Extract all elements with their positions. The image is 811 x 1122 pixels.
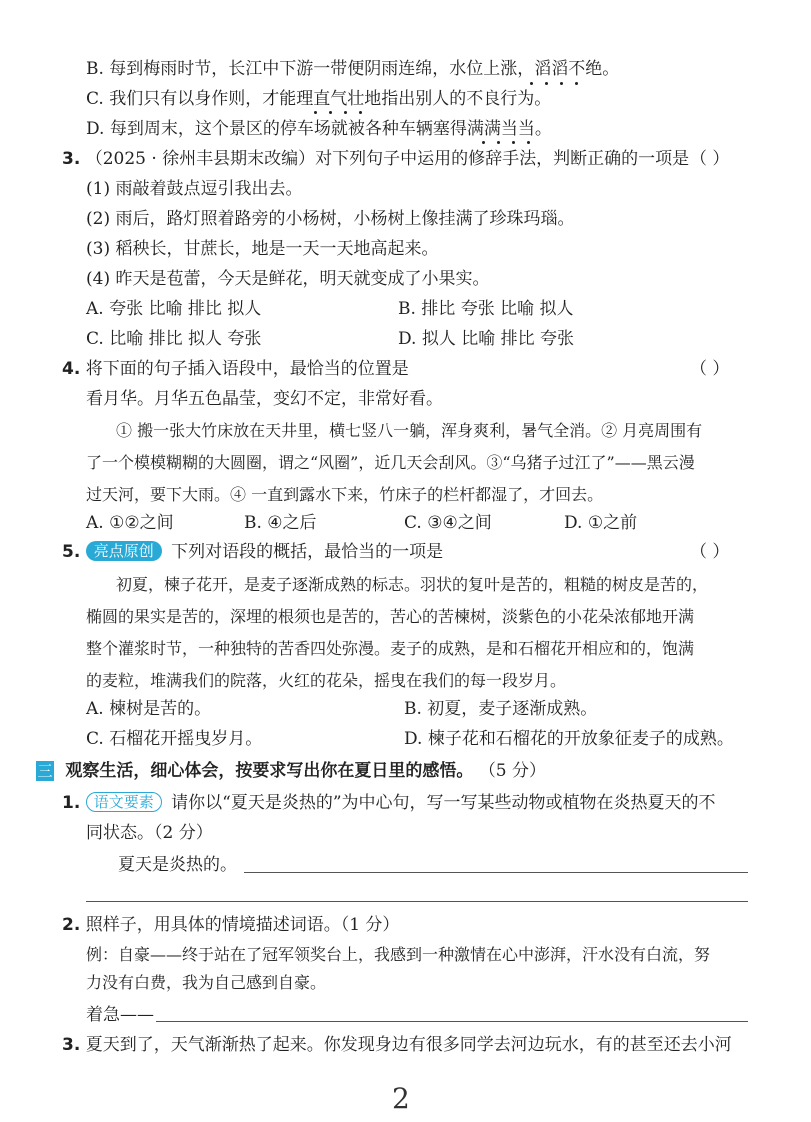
s3q1-stem-text: 请你以“夏天是炎热的”为中心句，写一写某些动物或植物在炎热夏天的不: [171, 793, 716, 813]
q5-number: 5.: [62, 542, 81, 562]
q5-stem: [62, 541, 443, 563]
s3q1-start-sentence: 夏天是炎热的。: [118, 855, 237, 875]
q3-option-a: A. 夸张 比喻 排比 拟人: [86, 299, 262, 319]
q4-stem: [62, 358, 409, 380]
q3-answer-blank[interactable]: （ ）: [690, 149, 730, 169]
q4-passage-line: 过天河，要下大雨。④ 一直到露水下来，竹床子的栏杆都湿了，才回去。: [86, 485, 604, 504]
q4-passage-line: ① 搬一张大竹床放在天井里，横七竖八一躺，浑身爽利，暑气全消。② 月亮周围有: [116, 421, 703, 440]
q3-sentence-1: (1) 雨敲着鼓点逗引我出去。: [86, 179, 303, 199]
s3q2-example-line: 例：自豪——终于站在了冠军领奖台上，我感到一种激情在心中澎湃，汗水没有白流，努: [86, 945, 711, 964]
s3q2-example-line: 力没有白费，我为自己感到自豪。: [86, 973, 327, 992]
s3q3-stem-text: 夏天到了，天气渐渐热了起来。你发现身边有很多同学去河边玩水，有的甚至还去小河: [85, 1035, 732, 1055]
s3q1-stem: [62, 792, 716, 814]
s3q3-number: 3.: [62, 1035, 81, 1055]
q5-passage-line: 初夏，楝子花开，是麦子逐渐成熟的标志。羽状的复叶是苦的，粗糙的树皮是苦的，: [116, 575, 709, 594]
q4-number: 4.: [62, 359, 81, 379]
emphasis-dots: [482, 141, 530, 144]
s3q2-number: 2.: [62, 915, 81, 935]
s3q1-number: 1.: [62, 793, 81, 813]
q5-stem-text: 下列对语段的概括，最恰当的一项是: [171, 542, 444, 562]
emphasis-dots: [530, 82, 578, 85]
section-3-heading: [36, 760, 546, 782]
q4-answer-blank[interactable]: （ ）: [690, 359, 730, 379]
answer-line[interactable]: [156, 1021, 748, 1022]
q5-option-c: C. 石榴花开摇曳岁月。: [86, 729, 263, 749]
q2-option-c: C. 我们只有以身作则，才能理直气壮地指出别人的不良行为。: [86, 89, 552, 109]
q5-option-d: D. 楝子花和石榴花的开放象征麦子的成熟。: [404, 729, 734, 749]
q4-option-b: B. ④之后: [244, 513, 317, 533]
s3q1-stem-continued: 同状态。（2 分）: [86, 823, 213, 843]
q5-option-a: A. 楝树是苦的。: [86, 699, 212, 719]
s3q2-stem-text: 照样子，用具体的情境描述词语。（1 分）: [85, 915, 400, 935]
s3q3-stem: [62, 1034, 732, 1056]
q5-answer-blank[interactable]: （ ）: [690, 542, 730, 562]
q3-stem: [62, 148, 689, 170]
answer-line[interactable]: [86, 901, 748, 902]
q3-option-d: D. 拟人 比喻 排比 夸张: [398, 329, 575, 349]
q2-option-b: B. 每到梅雨时节，长江中下游一带便阴雨连绵，水位上涨，滔滔不绝。: [86, 59, 620, 79]
section-3-title: 观察生活，细心体会，按要求写出你在夏日里的感悟。: [65, 761, 474, 781]
s3q2-word: 着急——: [86, 1005, 154, 1025]
q4-option-d: D. ①之前: [564, 513, 638, 533]
answer-line[interactable]: [244, 872, 748, 873]
q4-passage-line: 了一个模模糊糊的大圆圈，谓之“风圈”，近几天会刮风。③“乌猪子过江了”——黑云漫: [86, 453, 695, 472]
q5-option-b: B. 初夏，麦子逐渐成熟。: [404, 699, 598, 719]
highlight-original-badge: 亮点原创: [86, 541, 162, 561]
q2-option-d: D. 每到周末，这个景区的停车场就被各种车辆塞得满满当当。: [86, 119, 552, 139]
q4-stem-text: 将下面的句子插入语段中，最恰当的位置是: [85, 359, 409, 379]
q3-sentence-4: (4) 昨天是苞蕾，今天是鲜花，明天就变成了小果实。: [86, 269, 490, 289]
q3-option-b: B. 排比 夸张 比喻 拟人: [398, 299, 574, 319]
q3-option-c: C. 比喻 排比 拟人 夸张: [86, 329, 262, 349]
q3-sentence-3: (3) 稻秧长，甘蔗长，地是一天一天地高起来。: [86, 239, 439, 259]
q5-passage-line: 的麦粒，堆满我们的院落，火红的花朵，摇曳在我们的每一段岁月。: [86, 671, 567, 690]
page-number: 2: [392, 1082, 410, 1115]
section-number-badge: 三: [37, 762, 53, 780]
q3-number: 3.: [62, 149, 81, 169]
emphasis-dots: [314, 111, 362, 114]
q5-passage-line: 整个灌浆时节，一种独特的苦香四处弥漫。麦子的成熟，是和石榴花开相应和的，饱满: [86, 639, 695, 658]
section-3-score: （5 分）: [478, 761, 547, 781]
language-element-badge: 语文要素: [86, 792, 162, 812]
s3q2-stem: [62, 914, 399, 936]
q4-insert-sentence: 看月华。月华五色晶莹，变幻不定，非常好看。: [86, 389, 443, 409]
q3-stem-text: （2025 · 徐州丰县期末改编）对下列句子中运用的修辞手法，判断正确的一项是: [85, 149, 690, 169]
q5-passage-line: 椭圆的果实是苦的，深埋的根须也是苦的，苦心的苦楝树，淡紫色的小花朵浓郁地开满: [86, 607, 695, 626]
q4-option-a: A. ①②之间: [86, 513, 174, 533]
q4-option-c: C. ③④之间: [404, 513, 492, 533]
q3-sentence-2: (2) 雨后，路灯照着路旁的小杨树，小杨树上像挂满了珍珠玛瑙。: [86, 209, 575, 229]
